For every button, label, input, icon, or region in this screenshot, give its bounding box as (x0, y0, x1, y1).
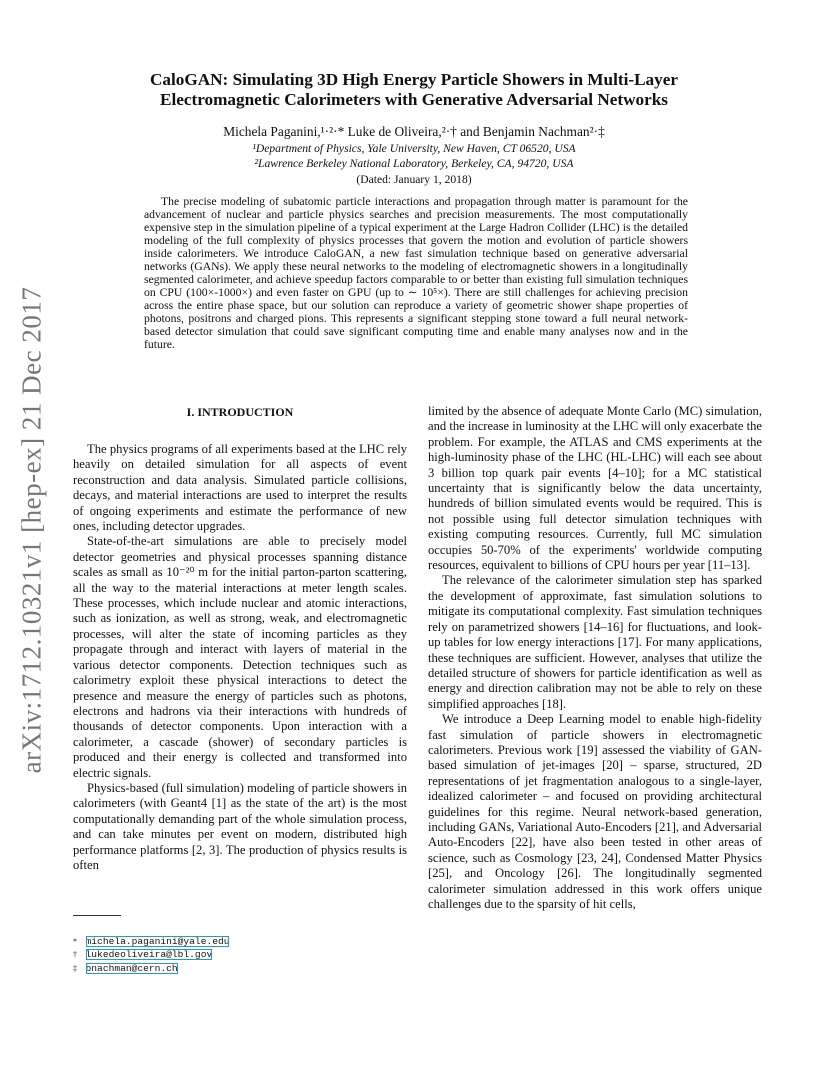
affiliation-yale: ¹Department of Physics, Yale University, New Haven, CT 06520, USA (252, 142, 576, 155)
paragraph: Physics-based (full simulation) modeling of particle showers in calorimeters (with Geant4 [1] as the state of the art) is the most computationally demanding part of the whole simulation process, and can take minutes per event on modern, distributed high performance platforms [2, 3]. The production of physics results is often (73, 780, 407, 872)
footnote-mark: † (73, 950, 77, 960)
footnote (73, 962, 407, 975)
paragraph: The physics programs of all experiments based at the LHC rely heavily on detailed simulation for all aspects of event reconstruction and data analysis. Simulated particle collisions, decays, and material interactions are used to interpret the results of ongoing experiments and estimate the performance of new ones, including detector upgrades. (73, 442, 407, 534)
footnote (73, 935, 407, 948)
footnote (73, 948, 407, 961)
date-line: (Dated: January 1, 2018) (356, 173, 472, 186)
email-link[interactable]: lukedeoliveira@lbl.gov (85, 949, 213, 961)
abstract-text: The precise modeling of subatomic particle interactions and propagation through matter is paramount for the advancement of nuclear and particle physics searches and precision measurements. The most computationally expensive step in the simulation pipeline of a typical experiment at the Large Hadron Collider (LHC) is the detailed modeling of the full complexity of physics processes that govern the motion and evolution of particle showers inside calorimeters. We introduce CaloGAN, a new fast simulation technique based on generative adversarial networks (GANs). We apply these neural networks to the modeling of electromagnetic showers in a longitudinally segmented calorimeter, and achieve speedup factors comparable to or better than existing full simulation techniques on CPU (100×-1000×) and even faster on GPU (up to ∼ 10⁵×). There are still challenges for achieving precision across the entire phase space, but our solution can reproduce a variety of geometric shower shape properties of photons, positrons and charged pions. This represents a significant stepping stone toward a full neural network-based detector simulation that could save significant computing time and enable many analyses now and in the future. (144, 195, 688, 351)
email-link[interactable]: michela.paganini@yale.edu (85, 936, 230, 947)
section-heading-introduction: I. INTRODUCTION (186, 405, 294, 419)
footnotes (73, 935, 407, 975)
paper-title: CaloGAN: Simulating 3D High Energy Particle Showers in Multi-Layer Electromagnetic Calorimeters with Generative Adversarial Networks (149, 70, 678, 109)
arxiv-identifier: arXiv:1712.10321v1 [hep-ex] 21 Dec 2017 (16, 286, 47, 774)
footnote-mark: ‡ (73, 963, 77, 973)
email-link[interactable]: bnachman@cern.ch (85, 962, 178, 974)
arxiv-side-label (10, 270, 54, 790)
author-list: Michela Paganini,¹·²·* Luke de Oliveira,²·† and Benjamin Nachman²·‡ (223, 124, 605, 139)
paragraph: State-of-the-art simulations are able to precisely model detector geometries and physical processes spanning distance scales as small as 10⁻²⁰ m for the initial parton-parton scattering, all the way to the material interactions at meter length scales. These processes, which include nuclear and atomic interactions, such as ionization, as well as strong, weak, and electromagnetic processes, will alter the state of incoming particles as they propagate through and interact with layers of material in the various detector components. Detection techniques such as calorimetry exploit these physical interactions to detect the presence and measure the energy of particles such as photons, electrons and hadrons via their interactions with hundreds of thousands of detector components. Upon interaction with a calorimeter, a cascade (shower) of secondary particles is produced and their energy is collected and transformed into electric signals. (73, 534, 407, 780)
paragraph: limited by the absence of adequate Monte Carlo (MC) simulation, and the increase in luminosity at the LHC will only exacerbate the problem. For example, the ATLAS and CMS experiments at the high-luminosity phase of the LHC (HL-LHC) will each see about 3 billion top quark pair events [4–10]; for a MC statistical uncertainty that is significantly below the data uncertainty, hundreds of billion simulated events would be required. This is not possible using full detector simulation techniques with existing computing resources. Currently, full MC simulation occupies 50-70% of the experiments' worldwide computing resources, equivalent to billions of CPU hours per year [11–13]. (428, 404, 762, 573)
right-column (428, 404, 762, 912)
footnote-rule (73, 915, 121, 916)
footnote-mark: * (73, 937, 77, 946)
paragraph: The relevance of the calorimeter simulation step has sparked the development of approximate, fast simulation solutions to mitigate its computational complexity. Fast simulation techniques rely on parametrized showers [14–16] for fluctuations, and look-up tables for low energy interactions [17]. For many applications, these techniques are sufficient. However, analyses that utilize the detailed structure of showers for particle identification as well as energy and direction calibration may not be able to rely on these simplified approaches [18]. (428, 573, 762, 711)
paragraph: We introduce a Deep Learning model to enable high-fidelity fast simulation of particle showers in electromagnetic calorimeters. Previous work [19] assessed the viability of GAN-based simulation of jet-images [20] – sparse, structured, 2D representations of jet fragmentation analogous to a single-layer, idealized calorimeter – and focused on providing architectural guidelines for this regime. Neural network-based generation, including GANs, Variational Auto-Encoders [21], and Adversarial Auto-Encoders [22], have also been tested in other areas of science, such as Cosmology [23, 24], Condensed Matter Physics [25], and Oncology [26]. The longitudinally segmented calorimeter simulation addressed in this work offers unique challenges due to the sparsity of hit cells, (428, 712, 762, 911)
abstract (144, 195, 688, 351)
affiliation-lbnl: ²Lawrence Berkeley National Laboratory, Berkeley, CA, 94720, USA (254, 157, 574, 170)
left-column (73, 404, 407, 873)
